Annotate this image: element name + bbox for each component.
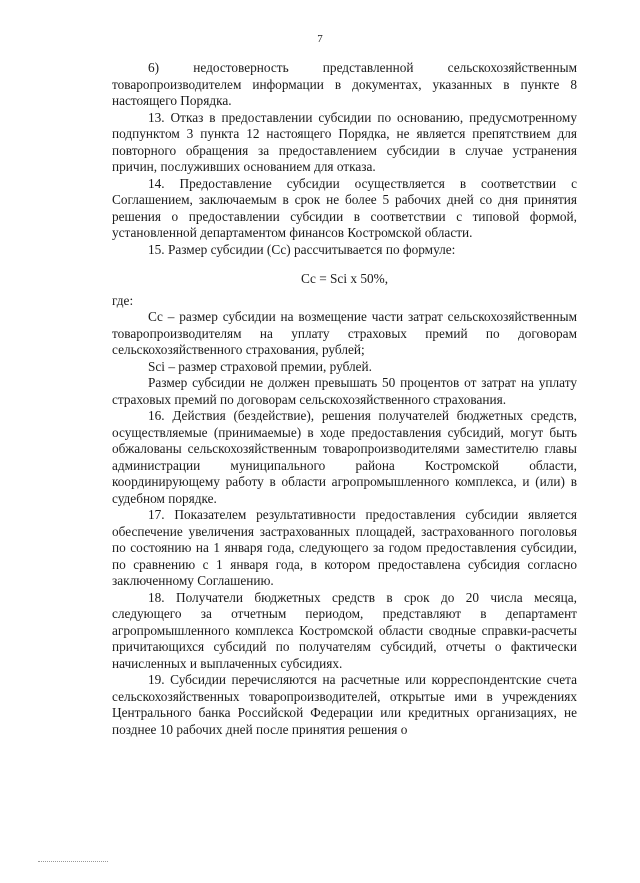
paragraph-14: 14. Предоставление субсидии осуществляется в соответствии с Соглашением, заключаемым в срок не более 5 рабочих дней со дня принятия решения о предоставлении субсидии в соответствии с типовой формой, установленной департаментом финансов Костромской области. (112, 175, 577, 240)
document-body (112, 60, 577, 738)
formula-where-label: где: (112, 292, 134, 308)
page-number: 7 (317, 33, 323, 45)
paragraph-13: 13. Отказ в предоставлении субсидии по основанию, предусмотренному подпунктом 3 пункта 12 настоящего Порядка, не является препятствием для повторного обращения за предоставлением субсидии в случае устранения причин, послуживших основанием для отказа. (112, 109, 577, 174)
paragraph-12-item-6: 6) недостоверность представленной сельскохозяйственным товаропроизводителем информации в документах, указанных в пункте 8 настоящего Порядка. (112, 60, 577, 108)
paragraph-19: 19. Субсидии перечисляются на расчетные или корреспондентские счета сельскохозяйственных товаропроизводителей, открытые ими в учреждениях Центрального банка Российской Федерации или кредитных организациях, не позднее 10 рабочих дней после принятия решения о (112, 672, 577, 737)
paragraph-15: 15. Размер субсидии (Сс) рассчитывается по формуле: (148, 241, 456, 257)
formula-definition-cc: Сс – размер субсидии на возмещение части затрат сельскохозяйственным товаропроизводителям на уплату страховых премий по договорам сельскохозяйственного страхования, рублей; (112, 309, 577, 357)
footer-mark (38, 861, 108, 862)
paragraph-17: 17. Показателем результативности предоставления субсидии является обеспечение увеличения застрахованных площадей, застрахованного поголовья по состоянию на 1 января года, следующего за годом предоставления субсидии, по сравнению с 1 января года, в котором предоставлена субсидия согласно заключенному Соглашению. (112, 507, 577, 588)
subsidy-limit-paragraph: Размер субсидии не должен превышать 50 процентов от затрат на уплату страховых премий по договорам сельскохозяйственного страхования. (112, 375, 577, 407)
formula-definition-sci: Sci – размер страховой премии, рублей. (148, 358, 373, 374)
subsidy-formula: Сс = Sci x 50%, (300, 271, 389, 286)
paragraph-18: 18. Получатели бюджетных средств в срок до 20 числа месяца, следующего за отчетным периодом, представляют в департамент агропромышленного комплекса Костромской области сводные справки-расчеты причитающихся субсидий по получателям субсидий, отчеты о фактически начисленных и выплаченных субсидиях. (112, 589, 577, 671)
paragraph-16: 16. Действия (бездействие), решения получателей бюджетных средств, осуществляемые (принимаемые) в ходе предоставления субсидий, могут быть обжалованы сельскохозяйственным товаропроизводителями заместителю главы администрации муниципального района Костромской области, координирующему работу в области агропромышленного комплекса, и (или) в судебном порядке. (112, 408, 577, 506)
